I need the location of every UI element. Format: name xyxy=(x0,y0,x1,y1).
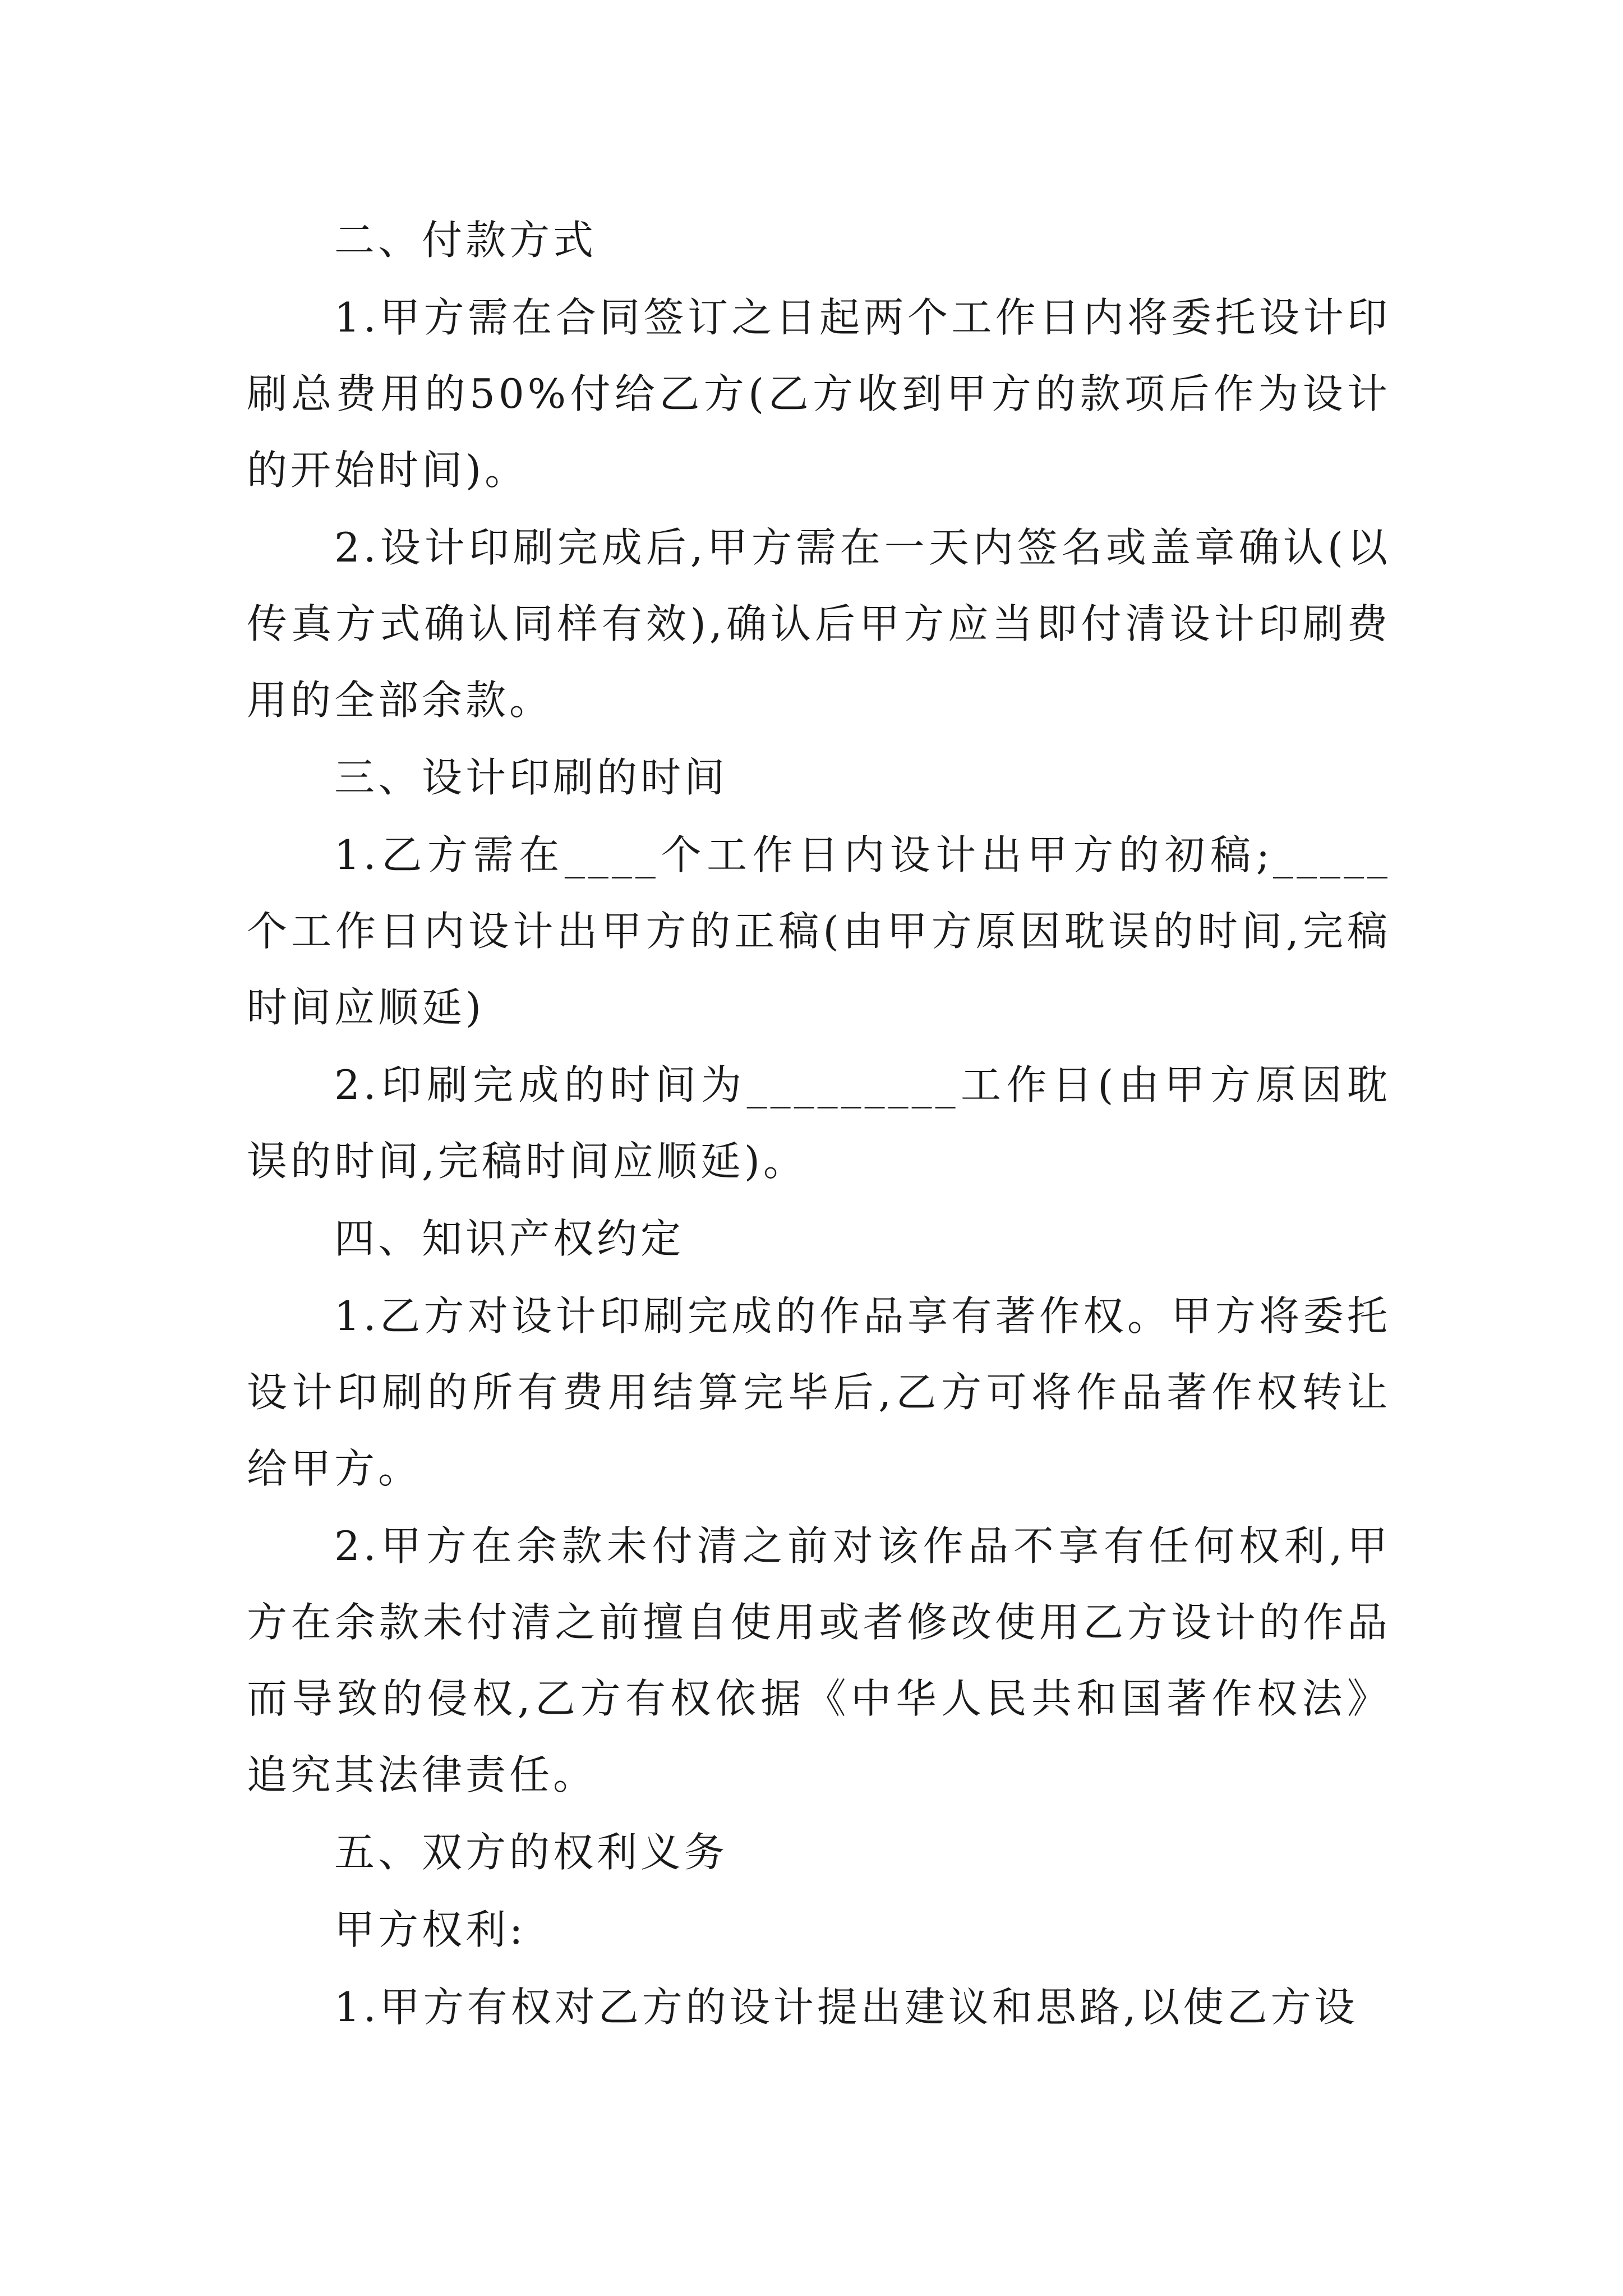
section-heading-rights: 五、双方的权利义务 xyxy=(334,1829,728,1876)
section-heading-payment: 二、付款方式 xyxy=(334,217,597,264)
clause-payment-1: 1.甲方需在合同签订之日起两个工作日内将委托设计印刷总费用的50%付给乙方(乙方收到甲方的款项后作为设计的开始时间)。 xyxy=(247,294,1391,494)
document-body xyxy=(247,202,1391,2046)
section-heading-ip: 四、知识产权约定 xyxy=(334,1215,685,1262)
subheading-party-a-rights: 甲方权利: xyxy=(334,1906,527,1953)
clause-payment-2: 2.设计印刷完成后,甲方需在一天内签名或盖章确认(以传真方式确认同样有效),确认后甲方应当即付清设计印刷费用的全部余款。 xyxy=(247,524,1391,724)
clause-rights-1: 1.甲方有权对乙方的设计提出建议和思路,以使乙方设 xyxy=(334,1984,1358,2031)
clause-schedule-2: 2.印刷完成的时间为_________工作日(由甲方原因耽误的时间,完稿时间应顺延)。 xyxy=(247,1061,1391,1185)
clause-schedule-1: 1.乙方需在____个工作日内设计出甲方的初稿;_____个工作日内设计出甲方的正稿(由甲方原因耽误的时间,完稿时间应顺延) xyxy=(247,831,1391,1031)
clause-ip-2: 2.甲方在余款未付清之前对该作品不享有任何权利,甲方在余款未付清之前擅自使用或者修改使用乙方设计的作品而导致的侵权,乙方有权依据《中华人民共和国著作权法》追究其法律责任。 xyxy=(247,1522,1391,1798)
section-heading-schedule: 三、设计印刷的时间 xyxy=(334,754,728,801)
clause-ip-1: 1.乙方对设计印刷完成的作品享有著作权。甲方将委托设计印刷的所有费用结算完毕后,乙方可将作品著作权转让给甲方。 xyxy=(247,1292,1391,1492)
